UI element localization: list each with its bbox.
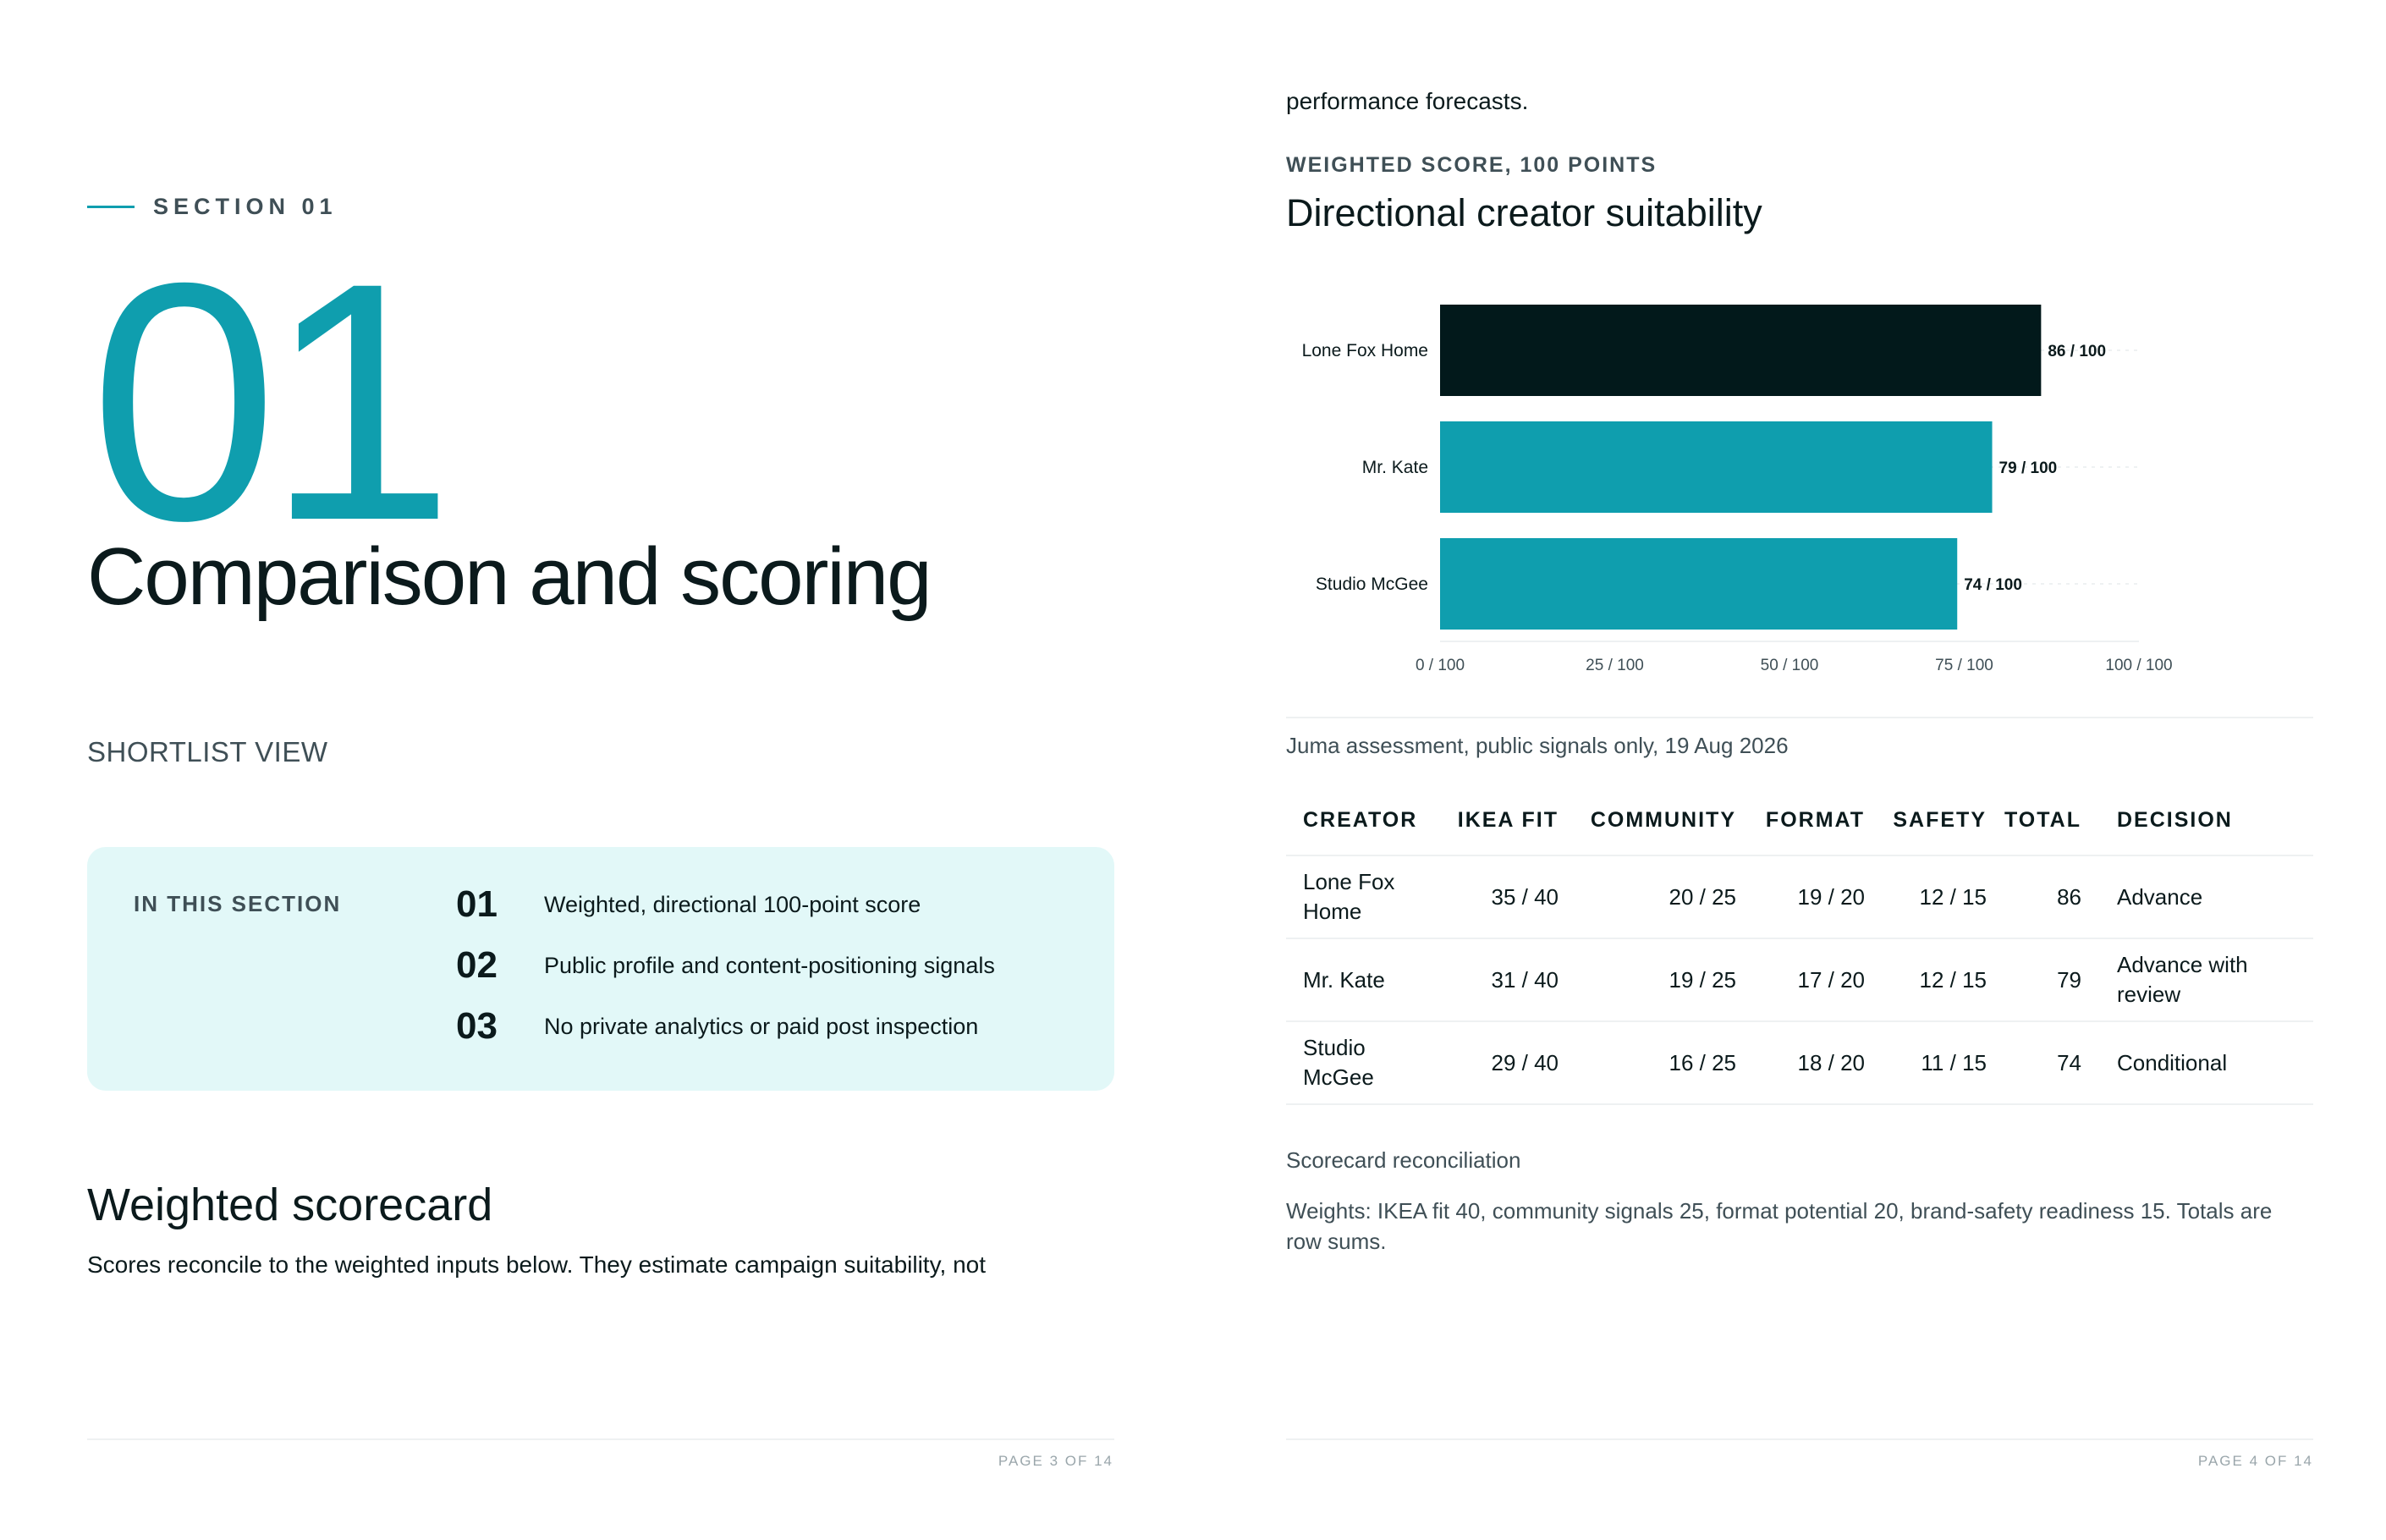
- bar-studio-mcgee: [1440, 538, 1957, 630]
- tick-label: 25 / 100: [1586, 657, 1644, 674]
- table-row: [1286, 938, 2313, 1021]
- cell-community: 16 / 25: [1559, 1021, 1736, 1104]
- section-label-text: SECTION 01: [153, 194, 338, 219]
- data-label: 79 / 100: [1998, 459, 2058, 477]
- toc-item: [456, 883, 921, 926]
- scorecard-table: [1286, 795, 2313, 1105]
- chart-source-note: Juma assessment, public signals only, 19 Aug 2026: [1286, 733, 1789, 758]
- cell-decision: Conditional: [2081, 1021, 2313, 1104]
- table-row: [1286, 855, 2313, 938]
- col-creator: CREATOR: [1286, 795, 1432, 855]
- toc-box: [87, 847, 1114, 1091]
- toc-item-text: Public profile and content-positioning signals: [544, 952, 995, 978]
- bar-chart: [1286, 279, 2313, 685]
- toc-item-text: Weighted, directional 100-point score: [544, 891, 921, 917]
- toc-label: IN THIS SECTION: [134, 891, 342, 916]
- chart-title: Directional creator suitability: [1286, 191, 1762, 234]
- col-total: TOTAL: [1987, 795, 2081, 855]
- weighted-scorecard-heading: Weighted scorecard: [87, 1180, 493, 1230]
- col-decision: DECISION: [2081, 795, 2313, 855]
- cell-decision: Advance: [2081, 855, 2313, 938]
- cell-ikea-fit: 35 / 40: [1432, 855, 1559, 938]
- cell-format: 18 / 20: [1736, 1021, 1865, 1104]
- toc-item: [456, 1005, 978, 1048]
- page-title: Comparison and scoring: [87, 531, 931, 622]
- cell-safety: 11 / 15: [1865, 1021, 1987, 1104]
- tick-label: 100 / 100: [2105, 657, 2173, 674]
- cell-safety: 12 / 15: [1865, 855, 1987, 938]
- tick-label: 0 / 100: [1415, 657, 1465, 674]
- chart-eyebrow: WEIGHTED SCORE, 100 POINTS: [1286, 153, 1658, 177]
- chart-divider: [1286, 717, 2313, 718]
- cell-ikea-fit: 31 / 40: [1432, 938, 1559, 1021]
- col-safety: SAFETY: [1865, 795, 1987, 855]
- reconciliation-title: Scorecard reconciliation: [1286, 1147, 1521, 1173]
- col-format: FORMAT: [1736, 795, 1865, 855]
- page-subtitle: SHORTLIST VIEW: [87, 736, 328, 767]
- cell-community: 20 / 25: [1559, 855, 1736, 938]
- cell-creator: Studio McGee: [1286, 1021, 1432, 1104]
- page-4: [1193, 0, 2386, 1540]
- cell-creator: Lone Fox Home: [1286, 855, 1432, 938]
- cell-creator: Mr. Kate: [1286, 938, 1432, 1021]
- data-label: 86 / 100: [2048, 343, 2107, 360]
- footer-divider: [87, 1438, 1114, 1440]
- col-community: COMMUNITY: [1559, 795, 1736, 855]
- tick-label: 50 / 100: [1760, 657, 1819, 674]
- cell-format: 19 / 20: [1736, 855, 1865, 938]
- cell-decision: Advance with review: [2081, 938, 2313, 1021]
- toc-item-number: 03: [456, 1005, 498, 1047]
- cell-safety: 12 / 15: [1865, 938, 1987, 1021]
- cell-total: 86: [1987, 855, 2081, 938]
- bar-lone-fox-home: [1440, 305, 2041, 396]
- bar-mr-kate: [1440, 421, 1993, 513]
- category-label: Lone Fox Home: [1301, 341, 1428, 360]
- cell-total: 79: [1987, 938, 2081, 1021]
- tick-label: 75 / 100: [1935, 657, 1993, 674]
- footer-divider: [1286, 1438, 2313, 1440]
- toc-item-number: 02: [456, 944, 498, 986]
- continuation-text: performance forecasts.: [1286, 88, 1529, 114]
- table-header-row: [1286, 795, 2313, 855]
- toc-item-number: 01: [456, 883, 498, 925]
- section-rule: [87, 206, 135, 208]
- data-label: 74 / 100: [1964, 576, 2022, 594]
- section-number: 01: [90, 212, 443, 591]
- page-number: PAGE 3 OF 14: [998, 1453, 1113, 1469]
- category-label: Mr. Kate: [1361, 458, 1428, 477]
- cell-ikea-fit: 29 / 40: [1432, 1021, 1559, 1104]
- page-number: PAGE 4 OF 14: [2197, 1453, 2313, 1469]
- reconciliation-text: Weights: IKEA fit 40, community signals 25, format potential 20, brand-safety readiness 15. Totals are row sums.: [1286, 1198, 2273, 1254]
- toc-item: [456, 944, 995, 987]
- cell-total: 74: [1987, 1021, 2081, 1104]
- table-row: [1286, 1021, 2313, 1104]
- cell-format: 17 / 20: [1736, 938, 1865, 1021]
- weighted-scorecard-description: Scores reconcile to the weighted inputs below. They estimate campaign suitability, not: [87, 1251, 986, 1278]
- toc-item-text: No private analytics or paid post inspection: [544, 1013, 979, 1039]
- category-label: Studio McGee: [1315, 575, 1428, 594]
- col-ikea-fit: IKEA FIT: [1432, 795, 1559, 855]
- cell-community: 19 / 25: [1559, 938, 1736, 1021]
